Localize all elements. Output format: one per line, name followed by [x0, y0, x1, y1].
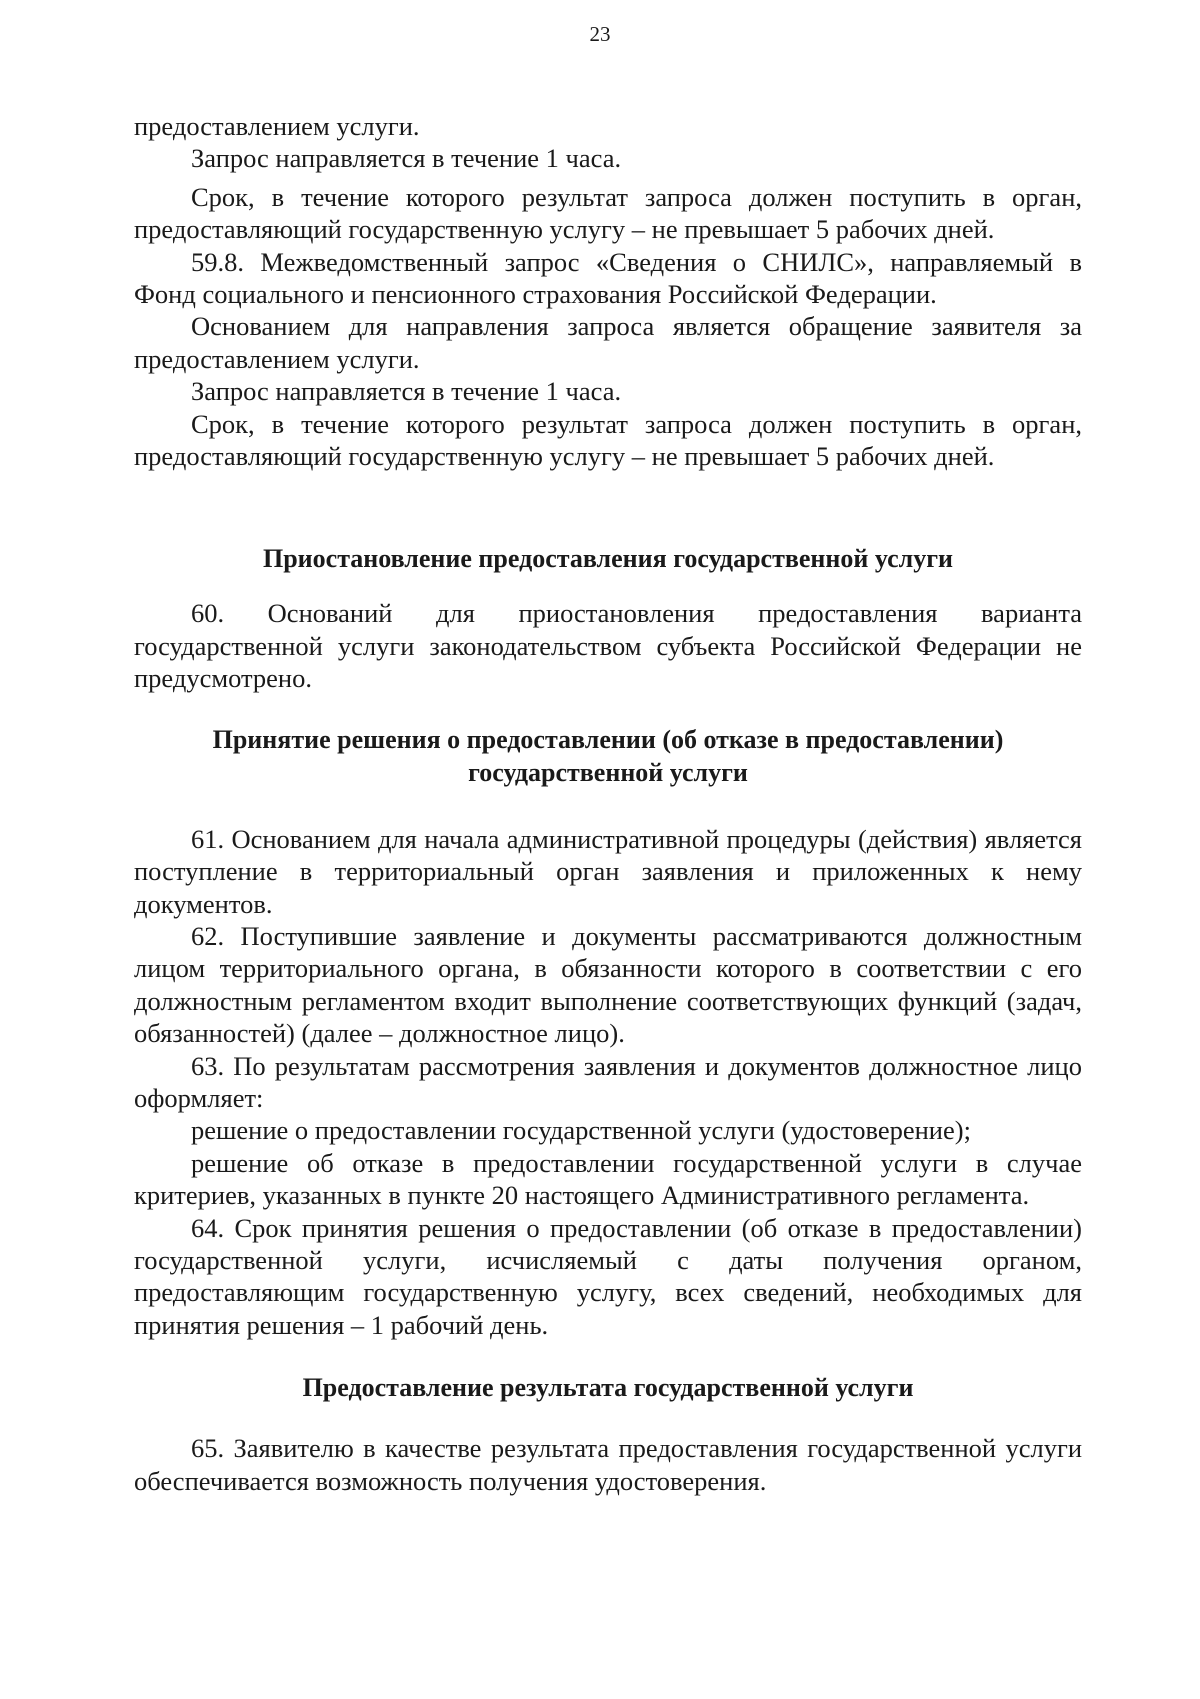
section-heading-line: государственной услуги — [468, 757, 748, 787]
paragraph: Запрос направляется в течение 1 часа. — [191, 143, 622, 174]
paragraph: решение о предоставлении государственной услуги (удостоверение); — [191, 1115, 971, 1146]
paragraph: Срок, в течение которого результат запроса должен поступить в орган, предоставляющий государственную услугу – не превышает 5 рабочих дней. — [134, 408, 1082, 472]
paragraph: 61. Основанием для начала административной процедуры (действия) является поступление в территориальный орган заявления и приложенных к нему документов. — [134, 823, 1082, 919]
section-heading-decision — [134, 723, 1082, 789]
paragraph: 60. Оснований для приостановления предоставления варианта государственной услуги законодательством субъекта Российской Федерации не предусмотрено. — [134, 598, 1082, 694]
paragraph: 63. По результатам рассмотрения заявления и документов должностное лицо оформляет: — [134, 1050, 1082, 1113]
section-heading-line: Принятие решения о предоставлении (об отказе в предоставлении) — [212, 724, 1004, 754]
section-heading-result: Предоставление результата государственной услуги — [302, 1373, 914, 1403]
paragraph: Запрос направляется в течение 1 часа. — [191, 376, 622, 407]
paragraph: 64. Срок принятия решения о предоставлении (об отказе в предоставлении) государственной услуги, исчисляемый с даты получения органом, предоставляющим государственную услугу, всех сведений, необходимых для принятия решения – 1 рабочий день. — [134, 1212, 1082, 1340]
paragraph: Основанием для направления запроса является обращение заявителя за предоставлением услуги. — [134, 311, 1082, 374]
page-number: 23 — [589, 22, 611, 46]
paragraph: предоставлением услуги. — [134, 111, 420, 141]
paragraph: решение об отказе в предоставлении государственной услуги в случае критериев, указанных в пункте 20 настоящего Административного регламента. — [134, 1147, 1082, 1211]
paragraph: 62. Поступившие заявление и документы рассматриваются должностным лицом территориального органа, в обязанности которого в соответствии с его должностным регламентом входит выполнение соответствующих функций (задач, обязанностей) (далее – должностное лицо). — [134, 920, 1082, 1049]
paragraph: 65. Заявителю в качестве результата предоставления государственной услуги обеспечивается возможность получения удостоверения. — [134, 1433, 1082, 1496]
paragraph: 59.8. Межведомственный запрос «Сведения о СНИЛС», направляемый в Фонд социального и пенсионного страхования Российской Федерации. — [134, 246, 1082, 310]
paragraph: Срок, в течение которого результат запроса должен поступить в орган, предоставляющий государственную услугу – не превышает 5 рабочих дней. — [134, 181, 1082, 245]
document-body — [134, 110, 1082, 1497]
section-heading-suspension: Приостановление предоставления государственной услуги — [262, 544, 953, 574]
